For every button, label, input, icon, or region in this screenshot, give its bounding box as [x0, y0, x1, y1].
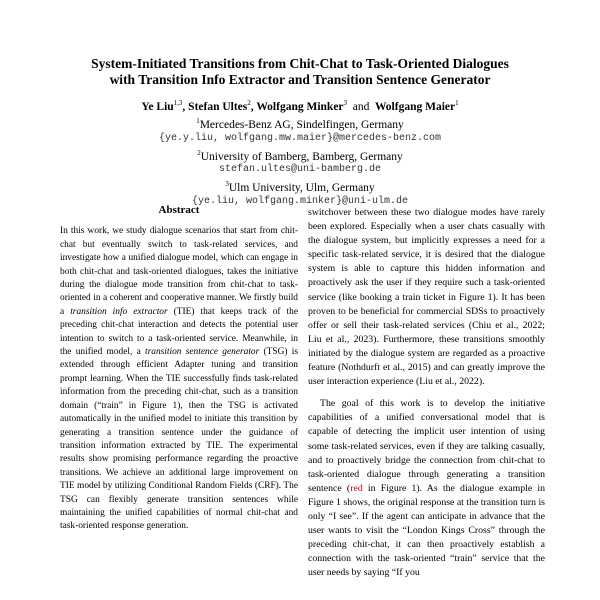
author-block	[40, 96, 560, 209]
author-names: Ye Liu$^{1,3}$, Stefan Ultes$^2$, Wolfgang Minker$^3$ and Wolfgang Maier$^1$	[141, 99, 459, 113]
affiliation-2: $^2$University of Bamberg, Bamberg, Germany	[197, 148, 403, 163]
abstract-heading: Abstract	[158, 204, 200, 216]
affiliation-3: $^3$Ulm University, Ulm, Germany	[225, 180, 375, 195]
red-highlight: red	[350, 482, 363, 494]
author-3: Wolfgang Minker	[256, 100, 344, 113]
author-1: Ye Liu	[141, 100, 174, 113]
author-3-sup: 3	[343, 99, 348, 107]
email-2[interactable]: stefan.ultes@uni-bamberg.de	[218, 164, 382, 176]
paper-title	[40, 56, 560, 88]
author-1-sup: 1,3	[173, 99, 183, 107]
tsg-term: transition sentence generator	[145, 347, 260, 358]
intro-paragraph-2: The goal of this work is to develop the initiative capabilities of a unified conversational model that is capable of detecting the implicit user intention of using some task-related services, even if they are talking casually, and to proactively bridge the connection from chit-chat to task-oriented dialogue through generating a transition sentence (red in Figure 1). As the dialogue example in Figure 1 shows, the original response at the transition turn is only “I see”. If the agent can anticipate in advance that the user wants to visit the “London Kings Cross” through the preceding chit-chat, it can then proactively establish a connection with the task-oriented “train” service that the user needs by saying “If you	[308, 398, 546, 579]
author-2: Stefan Ultes	[188, 100, 248, 113]
author-2-sup: 2	[247, 99, 251, 107]
email-1[interactable]: {ye.y.liu, wolfgang.mw.maier}@mercedes-benz.com	[158, 132, 442, 144]
intro-paragraph-1: switchover between these two dialogue modes have rarely been explored. Especially when a user chats casually with the dialogue system, but implicitly expresses a need for a specific task-related service, it is desired that the dialogue system is able to capture this hidden information and proactively ask the user if they require such a task-oriented service (like booking a train ticket in Figure 1). It has been proven to be beneficial for commercial SDSs to proactively offer or sell their task-related services (Chiu et al., 2022; Liu et al., 2023). Furthermore, these transitions smoothly initiated by the dialogue system are regarded as a proactive feature (Nothdurft et al., 2015) and can greatly improve the user interaction experience (Liu et al., 2022).	[308, 207, 545, 388]
author-and: and	[352, 100, 370, 113]
author-4: Wolfgang Maier	[374, 100, 456, 113]
author-4-sup: 1	[455, 99, 459, 107]
title-line-2: with Transition Info Extractor and Transition Sentence Generator	[109, 72, 491, 87]
left-column	[60, 204, 298, 534]
title-line-1: System-Initiated Transitions from Chit-Chat to Task-Oriented Dialogues	[91, 56, 509, 71]
tie-term: transition info extractor	[70, 306, 168, 317]
right-column	[308, 206, 545, 580]
abstract-text: In this work, we study dialogue scenarios that start from chit-chat but eventually switch to task-related services, and investigate how a unified dialogue model, which can engage in both chit-chat and task-oriented dialogues, takes the initiative during the dialogue mode transition from chit-chat to task-oriented in a coherent and cooperative manner. We firstly build a transition info extractor (TIE) that keeps track of the preceding chit-chat interaction and detects the potential user intention to switch to a task-oriented service. Meanwhile, in the unified model, a transition sentence generator (TSG) is extended through efficient Adapter tuning and transition prompt learning. When the TIE successfully finds task-related information from the preceding chit-chat, such as a transition domain (“train” in Figure 1), then the TSG is activated automatically in the unified model to initiate this transition by generating a transition sentence under the guidance of transition information extracted by TIE. The experimental results show promising performance regarding the proactive transitions. We achieve an additional large improvement on TIE model by utilizing Conditional Random Fields (CRF). The TSG can flexibly generate transition sentences while maintaining the unified capabilities of normal chit-chat and task-oriented response generation.	[60, 226, 299, 532]
affiliation-1: $^1$Mercedes-Benz AG, Sindelfingen, Germany	[196, 116, 404, 131]
email-3[interactable]: {ye.liu, wolfgang.minker}@uni-ulm.de	[191, 196, 409, 208]
